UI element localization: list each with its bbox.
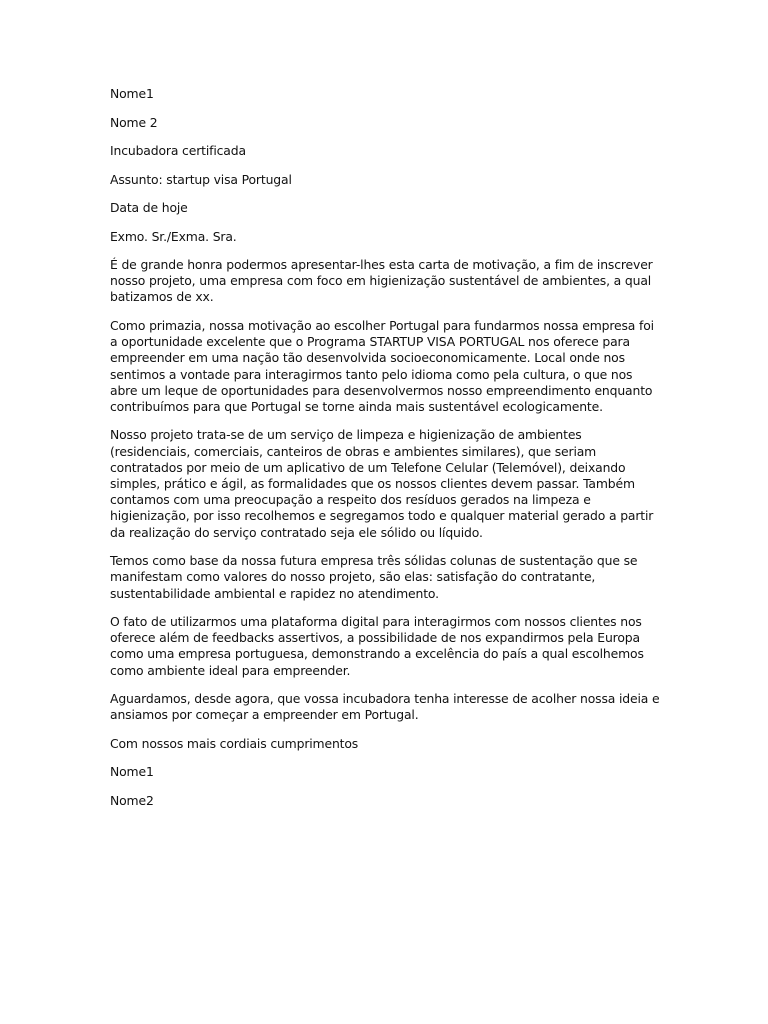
paragraph-expectation: Aguardamos, desde agora, que vossa incubadora tenha interesse de acolher nossa ideia e ansiamos por começar a empreender em Portugal. xyxy=(110,691,660,723)
signature-name-1: Nome1 xyxy=(110,764,154,780)
recipient-line: Incubadora certificada xyxy=(110,143,246,158)
letter-body xyxy=(110,86,662,821)
paragraph-platform: O fato de utilizarmos uma plataforma digital para interagirmos com nossos clientes nos oferece além de feedbacks assertivos, a possibilidade de nos expandirmos pela Europa como uma empresa portuguesa, demonstrando a excelência do país a qual escolhemos como ambiente ideal para empreender. xyxy=(110,614,644,678)
sender-name-1: Nome1 xyxy=(110,86,154,101)
signature-name-2: Nome2 xyxy=(110,792,154,808)
date-line: Data de hoje xyxy=(110,200,188,215)
sender-name-2: Nome 2 xyxy=(110,114,158,130)
subject-line: Assunto: startup visa Portugal xyxy=(110,171,292,187)
salutation: Exmo. Sr./Exma. Sra. xyxy=(110,228,237,244)
paragraph-intro: É de grande honra podermos apresentar-lhes esta carta de motivação, a fim de inscrever nosso projeto, uma empresa com foco em higienização sustentável de ambientes, a qual batizamos de xx. xyxy=(110,257,653,305)
closing-line: Com nossos mais cordiais cumprimentos xyxy=(110,735,359,751)
paragraph-values: Temos como base da nossa futura empresa três sólidas colunas de sustentação que se manifestam como valores do nosso projeto, são elas: satisfação do contratante, sustentabilidade ambiental e rapidez no atendimento. xyxy=(110,553,638,601)
paragraph-project: Nosso projeto trata-se de um serviço de limpeza e higienização de ambientes (residenciais, comerciais, canteiros de obras e ambientes similares), que seriam contratados por meio de um aplicativo de um Telefone Celular (Telemóvel), deixando simples, prático e ágil, as formalidades que os nossos clientes devem passar. Também contamos com uma preocupação a respeito dos resíduos gerados na limpeza e higienização, por isso recolhemos e segregamos todo e qualquer material gerado a partir da realização do serviço contratado seja ele sólido ou líquido. xyxy=(110,427,654,540)
paragraph-motivation: Como primazia, nossa motivação ao escolher Portugal para fundarmos nossa empresa foi a oportunidade excelente que o Programa STARTUP VISA PORTUGAL nos oferece para empreender em uma nação tão desenvolvida socioeconomicamente. Local onde nos sentimos a vontade para interagirmos tanto pelo idioma como pela cultura, o que nos abre um leque de oportunidades para desenvolvermos nosso empreendimento enquanto contribuímos para que Portugal se torne ainda mais sustentável ecologicamente. xyxy=(110,317,654,414)
